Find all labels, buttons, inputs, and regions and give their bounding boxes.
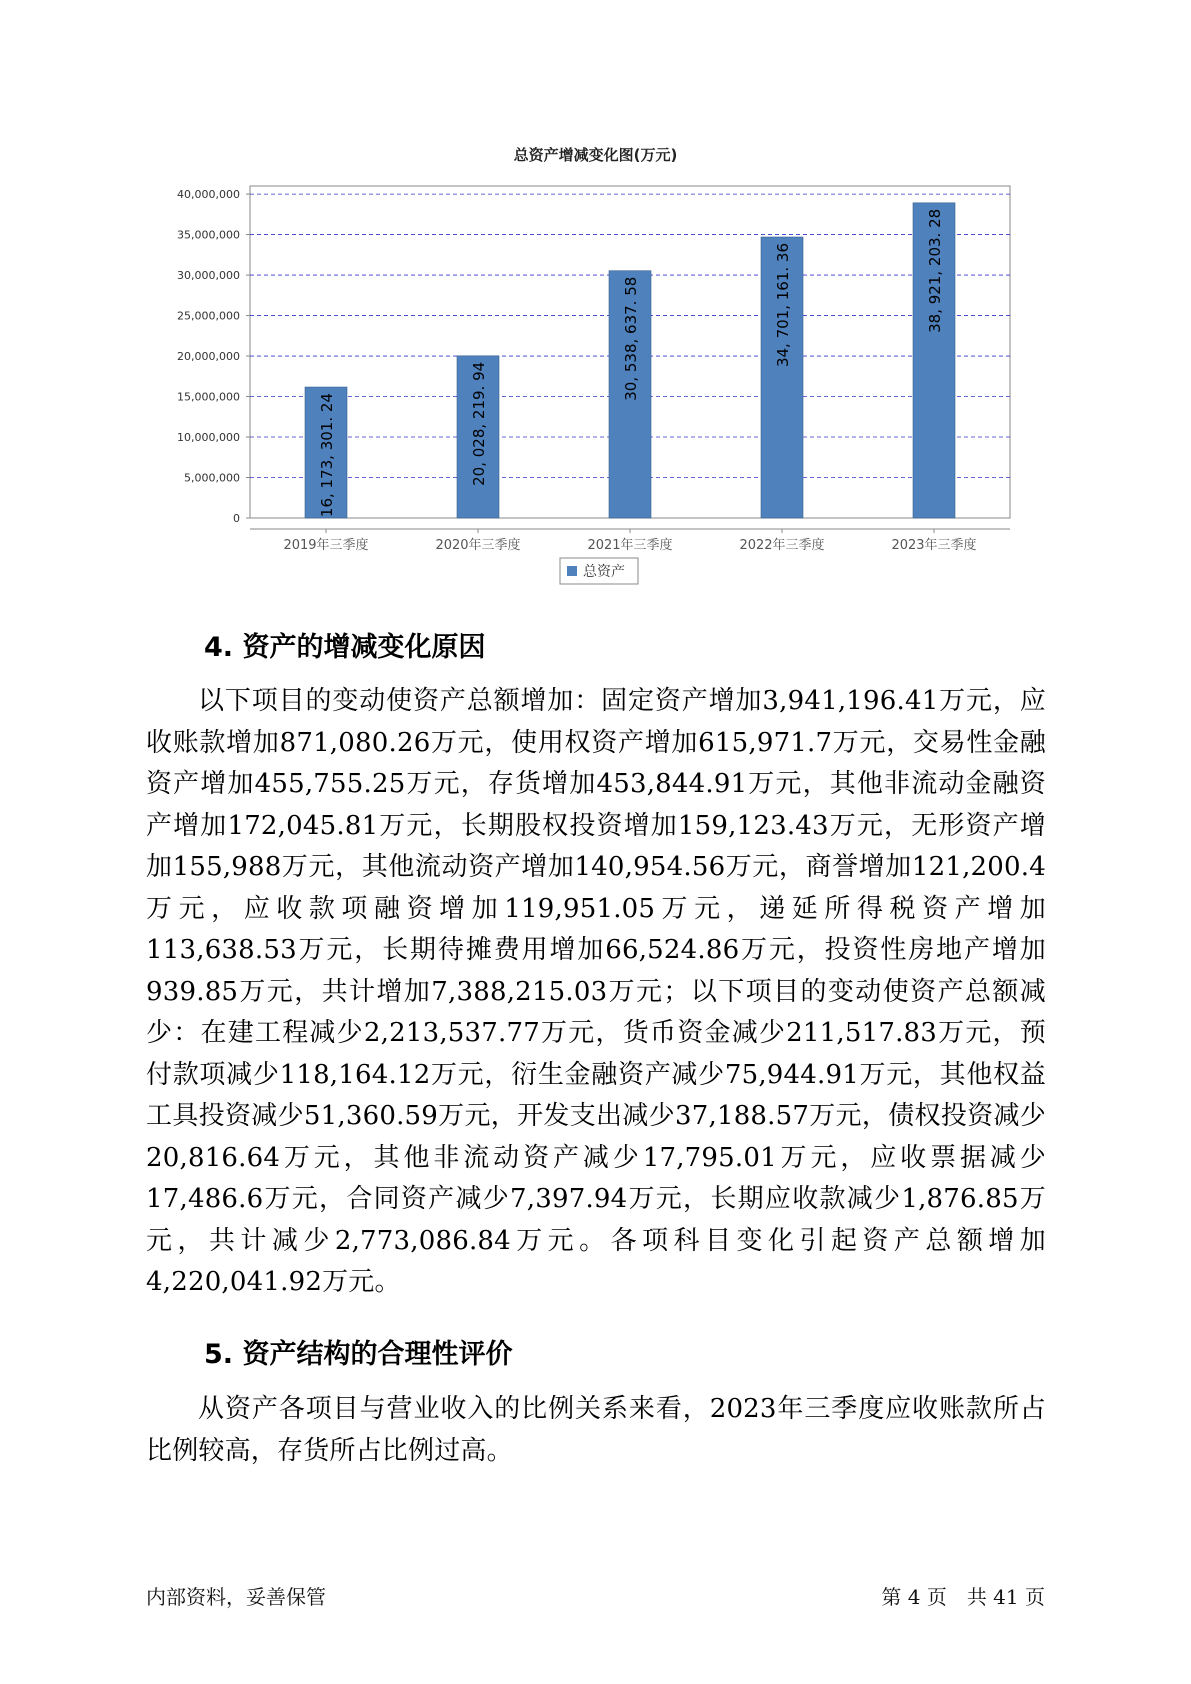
x-tick-label: 2019年三季度	[283, 538, 369, 553]
footer-page-number: 第 4 页 共 41 页	[881, 1585, 1045, 1609]
x-tick-label: 2023年三季度	[891, 538, 977, 553]
bar-value-label: 34, 701, 161. 36	[774, 243, 792, 368]
x-tick-label: 2022年三季度	[739, 538, 825, 553]
y-tick-label: 40,000,000	[177, 188, 240, 202]
y-tick-label: 10,000,000	[177, 431, 240, 445]
section-4-paragraph: 以下项目的变动使资产总额增加：固定资产增加3,941,196.41万元，应收账款增加871,080.26万元，使用权资产增加615,971.7万元，交易性金融资产增加455,755.25万元，存货增加453,844.91万元，其他非流动金融资产增加172,045.81万元，长期股权投资增加159,123.43万元，无形资产增加155,988万元，其他流动资产增加140,954.56万元，商誉增加121,200.4万元，应收款项融资增加119,951.05万元，递延所得税资产增加113,638.53万元，长期待摊费用增加66,524.86万元，投资性房地产增加939.85万元，共计增加7,388,215.03万元；以下项目的变动使资产总额减少：在建工程减少2,213,537.77万元，货币资金减少211,517.83万元，预付款项减少118,164.12万元，衍生金融资产减少75,944.91万元，其他权益工具投资减少51,360.59万元，开发支出减少37,188.57万元，债权投资减少20,816.64万元，其他非流动资产减少17,795.01万元，应收票据减少17,486.6万元，合同资产减少7,397.94万元，长期应收款减少1,876.85万元，共计减少2,773,086.84万元。各项科目变化引起资产总额增加4,220,041.92万元。	[146, 686, 1046, 1297]
y-tick-label: 15,000,000	[177, 390, 240, 404]
y-tick-label: 0	[233, 512, 240, 525]
bar-value-label: 20, 028, 219. 94	[470, 361, 488, 486]
y-tick-label: 5,000,000	[184, 471, 240, 485]
footer-confidential-note: 内部资料，妥善保管	[146, 1585, 326, 1609]
y-tick-label: 30,000,000	[177, 269, 240, 283]
y-tick-label: 20,000,000	[177, 350, 240, 364]
bar-value-label: 38, 921, 203. 28	[926, 208, 944, 333]
bar-value-label: 30, 538, 637. 58	[622, 276, 640, 401]
y-tick-label: 25,000,000	[177, 309, 240, 323]
chart-title: 总资产增减变化图(万元)	[513, 146, 678, 164]
y-tick-label: 35,000,000	[177, 228, 240, 242]
bar-value-label: 16, 173, 301. 24	[318, 393, 336, 518]
x-tick-label: 2021年三季度	[587, 538, 673, 553]
legend-swatch	[567, 566, 577, 576]
section-5-heading: 5. 资产结构的合理性评价	[204, 1339, 513, 1370]
x-tick-label: 2020年三季度	[435, 538, 521, 553]
total-assets-bar-chart	[0, 0, 1191, 600]
section-5-paragraph: 从资产各项目与营业收入的比例关系来看，2023年三季度应收账款所占比例较高，存货所占比例过高。	[146, 1394, 1046, 1466]
section-4-heading: 4. 资产的增减变化原因	[204, 632, 486, 663]
legend-label: 总资产	[583, 564, 625, 580]
